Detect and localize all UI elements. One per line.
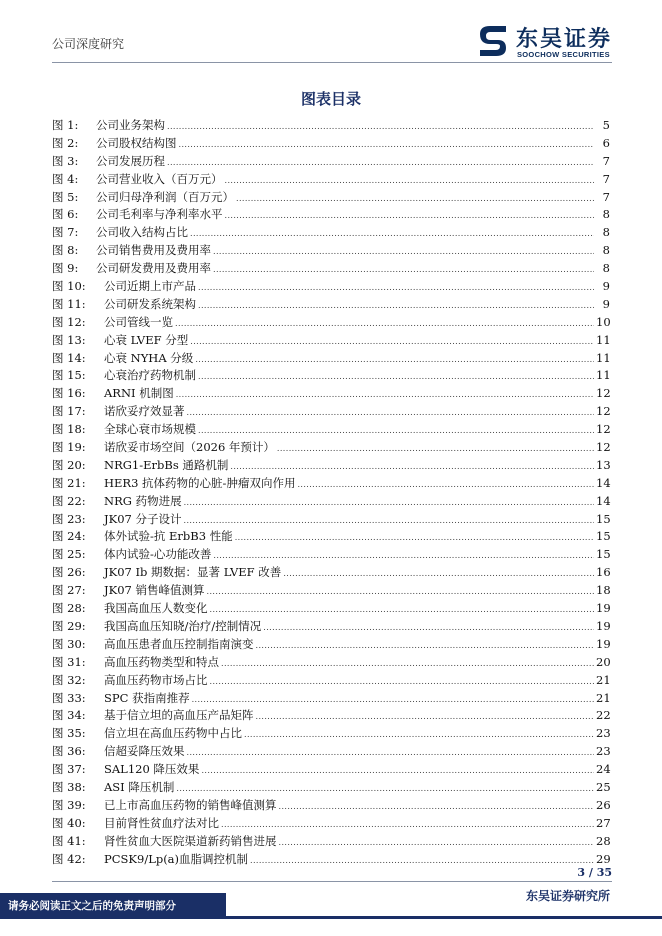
toc-entry[interactable] [52,761,610,779]
toc-entry-page: 22 [596,708,611,723]
toc-entry-page: 24 [596,762,611,777]
toc-leader-dots [256,637,595,655]
toc-entry-title: 诺欣妥疗效显著 [104,404,185,419]
toc-entry-number: 图 29: [52,618,86,633]
disclaimer-banner: 请务必阅读正文之后的免责声明部分 [0,893,226,919]
toc-entry-number: 图 33: [52,690,86,705]
toc-leader-dots [236,190,594,208]
toc-entry[interactable] [52,528,610,546]
toc-entry-page: 26 [596,797,611,812]
toc-entry-title: 目前肾性贫血疗法对比 [104,815,219,830]
toc-entry-number: 图 20: [52,457,86,472]
toc-leader-dots [221,816,594,834]
toc-entry[interactable] [52,654,610,672]
logo-chinese-text: 东吴证券 [516,27,613,52]
toc-leader-dots [279,834,595,852]
toc-entry[interactable] [52,475,610,493]
toc-entry-title: 信立坦在高血压药物中占比 [104,726,242,741]
header-divider [52,62,612,63]
toc-entry-number: 图 8: [52,243,79,258]
toc-entry-title: JK07 销售峰值测算 [104,583,205,598]
toc-entry-title: 全球心衰市场规模 [104,422,196,437]
toc-entry-page: 7 [602,153,610,168]
logo-english-text: SOOCHOW SECURITIES [517,50,610,59]
toc-leader-dots [201,762,594,780]
toc-leader-dots [213,547,594,565]
toc-entry-number: 图 19: [52,440,86,455]
toc-entry-title: 公司收入结构占比 [96,225,188,240]
toc-entry-page: 8 [602,243,610,258]
toc-entry[interactable] [52,779,610,797]
toc-entry-number: 图 12: [52,314,86,329]
toc-entry-number: 图 22: [52,493,86,508]
toc-entry[interactable] [52,690,610,708]
toc-leader-dots [235,529,594,547]
toc-entry-title: 体内试验-心功能改善 [104,547,212,562]
toc-entry-page: 28 [596,833,611,848]
toc-entry-title: 公司股权结构图 [96,135,177,150]
toc-entry-number: 图 35: [52,726,86,741]
footer-band [226,916,662,919]
toc-leader-dots [167,118,594,136]
toc-leader-dots [263,619,594,637]
toc-entry-number: 图 40: [52,815,86,830]
toc-leader-dots [176,780,594,798]
toc-entry[interactable] [52,618,610,636]
toc-entry-title: 公司发展历程 [96,153,165,168]
toc-entry-title: SPC 获指南推荐 [104,690,190,705]
toc-entry[interactable] [52,421,610,439]
toc-leader-dots [198,297,594,315]
toc-entry-number: 图 9: [52,261,79,276]
toc-entry-number: 图 37: [52,762,86,777]
toc-entry-number: 图 14: [52,350,86,365]
toc-entry-number: 图 31: [52,654,86,669]
toc-entry-page: 8 [602,225,610,240]
toc-entry-number: 图 3: [52,153,79,168]
toc-entry-page: 8 [602,207,610,222]
toc-entry-page: 7 [602,171,610,186]
toc-entry-page: 9 [602,296,610,311]
toc-entry-title: 基于信立坦的高血压产品矩阵 [104,708,254,723]
toc-entry-number: 图 28: [52,601,86,616]
toc-leader-dots [225,172,595,190]
toc-leader-dots [175,315,594,333]
toc-entry-page: 15 [596,529,611,544]
toc-leader-dots [192,691,594,709]
toc-entry-number: 图 16: [52,386,86,401]
toc-entry-title: 心衰治疗药物机制 [104,368,196,383]
toc-entry-page: 20 [596,654,611,669]
toc-entry[interactable] [52,743,610,761]
toc-entry-number: 图 38: [52,779,86,794]
toc-entry-page: 15 [596,547,611,562]
toc-entry-page: 29 [596,851,611,866]
toc-leader-dots [283,565,594,583]
toc-leader-dots [207,583,595,601]
toc-entry-number: 图 34: [52,708,86,723]
toc-entry-page: 14 [596,493,611,508]
toc-entry[interactable] [52,153,610,171]
toc-entry-number: 图 41: [52,833,86,848]
toc-entry-title: 公司近期上市产品 [104,279,196,294]
toc-entry[interactable] [52,171,610,189]
toc-entry-title: 公司研发费用及费用率 [96,261,211,276]
toc-entry[interactable] [52,367,610,385]
toc-entry-title: 公司管线一览 [104,314,173,329]
toc-leader-dots [213,261,594,279]
toc-entry[interactable] [52,332,610,350]
toc-entry-number: 图 2: [52,135,79,150]
toc-entry-number: 图 32: [52,672,86,687]
toc-entry-page: 19 [596,601,611,616]
toc-entry-number: 图 15: [52,368,86,383]
toc-entry-title: 公司营业收入（百万元） [96,171,223,186]
toc-entry-title: 我国高血压知晓/治疗/控制情况 [104,618,262,633]
toc-leader-dots [187,404,595,422]
toc-leader-dots [297,476,594,494]
toc-entry[interactable] [52,636,610,654]
toc-entry-page: 13 [596,457,611,472]
toc-entry-page: 12 [596,440,611,455]
toc-entry-number: 图 4: [52,171,79,186]
toc-entry-title: HER3 抗体药物的心脏-肿瘤双向作用 [104,475,296,490]
toc-entry[interactable] [52,582,610,600]
table-of-figures [52,117,610,868]
toc-entry[interactable] [52,815,610,833]
toc-entry-page: 16 [596,565,611,580]
toc-entry[interactable] [52,385,610,403]
toc-entry-title: 公司业务架构 [96,118,165,132]
toc-entry-number: 图 13: [52,332,86,347]
toc-entry-page: 14 [596,475,611,490]
toc-entry[interactable] [52,833,610,851]
page-number: 3 / 35 [577,866,612,879]
toc-entry[interactable] [52,797,610,815]
toc-entry-title: 诺欣妥市场空间（2026 年预计） [104,440,275,455]
toc-entry[interactable] [52,546,610,564]
toc-entry[interactable] [52,672,610,690]
toc-entry-title: ARNI 机制图 [104,386,174,401]
toc-leader-dots [184,512,595,530]
toc-entry[interactable] [52,707,610,725]
toc-entry-number: 图 27: [52,583,86,598]
toc-entry-title: 高血压药物类型和特点 [104,654,219,669]
toc-entry-number: 图 39: [52,797,86,812]
toc-leader-dots [187,744,595,762]
toc-entry-number: 图 23: [52,511,86,526]
toc-leader-dots [167,154,594,172]
toc-entry[interactable] [52,457,610,475]
toc-entry-page: 21 [596,672,611,687]
toc-entry-page: 18 [596,583,611,598]
toc-entry[interactable] [52,278,610,296]
toc-entry-title: 心衰 LVEF 分型 [104,332,189,347]
toc-entry-title: 高血压药物市场占比 [104,672,208,687]
toc-entry-title: NRG1-ErbBs 通路机制 [104,457,229,472]
toc-entry[interactable] [52,260,610,278]
toc-entry-title: JK07 分子设计 [104,511,182,526]
toc-leader-dots [184,494,594,512]
toc-leader-dots [277,440,594,458]
toc-entry-page: 19 [596,618,611,633]
page-title: 图表目录 [300,90,361,108]
toc-entry-number: 图 17: [52,404,86,419]
toc-entry-page: 25 [596,779,611,794]
toc-entry-number: 图 7: [52,225,79,240]
toc-entry-number: 图 36: [52,744,86,759]
toc-leader-dots [244,726,594,744]
toc-entry-title: 公司销售费用及费用率 [96,243,211,258]
toc-entry[interactable] [52,439,610,457]
toc-entry[interactable] [52,242,610,260]
toc-entry-page: 12 [596,404,611,419]
soochow-logo-icon [476,24,510,58]
toc-entry-title: 肾性贫血大医院渠道新药销售进展 [104,833,277,848]
toc-leader-dots [221,655,594,673]
toc-entry-page: 12 [596,386,611,401]
toc-entry-title: SAL120 降压效果 [104,762,200,777]
toc-entry-number: 图 24: [52,529,86,544]
toc-leader-dots [279,798,595,816]
toc-entry[interactable] [52,564,610,582]
toc-entry-title: JK07 Ib 期数据：显著 LVEF 改善 [104,565,282,580]
toc-entry-title: 高血压患者血压控制指南演变 [104,636,254,651]
toc-entry[interactable] [52,117,610,135]
toc-entry-page: 11 [596,332,611,347]
toc-entry[interactable] [52,403,610,421]
toc-leader-dots [210,601,595,619]
toc-entry-number: 图 42: [52,851,86,866]
toc-leader-dots [190,225,594,243]
toc-entry-title: 心衰 NYHA 分级 [104,350,194,365]
toc-entry-page: 27 [596,815,611,830]
toc-leader-dots [176,386,594,404]
toc-entry[interactable] [52,314,610,332]
footer-divider [52,881,612,882]
toc-entry[interactable] [52,600,610,618]
toc-entry-page: 23 [596,744,611,759]
toc-entry-page: 19 [596,636,611,651]
toc-entry-title: 体外试验-抗 ErbB3 性能 [104,529,233,544]
toc-entry-page: 21 [596,690,611,705]
toc-entry-title: 公司毛利率与净利率水平 [96,207,223,222]
toc-entry-title: 信超妥降压效果 [104,744,185,759]
toc-entry[interactable] [52,493,610,511]
toc-entry[interactable] [52,851,610,869]
toc-entry-page: 10 [596,314,611,329]
toc-leader-dots [179,136,595,154]
toc-leader-dots [225,207,595,225]
toc-leader-dots [250,852,594,870]
toc-entry-title: 公司研发系统架构 [104,296,196,311]
toc-entry-number: 图 21: [52,475,86,490]
toc-entry-page: 6 [602,135,610,150]
toc-leader-dots [256,708,595,726]
toc-entry-number: 图 26: [52,565,86,580]
toc-entry-number: 图 5: [52,189,79,204]
toc-entry[interactable] [52,189,610,207]
toc-entry-title: PCSK9/Lp(a)血脂调控机制 [104,851,249,866]
toc-entry-page: 12 [596,422,611,437]
toc-entry-page: 8 [602,261,610,276]
toc-entry[interactable] [52,511,610,529]
toc-entry[interactable] [52,725,610,743]
toc-entry-title: ASI 降压机制 [104,779,175,794]
toc-entry-title: NRG 药物进展 [104,493,182,508]
toc-leader-dots [190,333,594,351]
toc-entry-title: 公司归母净利润（百万元） [96,189,234,204]
toc-entry-number: 图 18: [52,422,86,437]
toc-entry-page: 5 [602,118,610,132]
toc-entry[interactable] [52,224,610,242]
toc-entry-page: 23 [596,726,611,741]
toc-entry[interactable] [52,206,610,224]
toc-entry-number: 图 6: [52,207,79,222]
toc-leader-dots [230,458,594,476]
research-institute-label: 东吴证券研究所 [525,889,610,903]
toc-entry-page: 9 [602,279,610,294]
toc-entry[interactable] [52,350,610,368]
toc-entry-number: 图 10: [52,279,86,294]
toc-leader-dots [195,351,594,369]
toc-entry-title: 已上市高血压药物的销售峰值测算 [104,797,277,812]
toc-leader-dots [198,422,594,440]
toc-entry-page: 11 [596,350,611,365]
toc-leader-dots [198,368,594,386]
toc-entry-page: 15 [596,511,611,526]
toc-leader-dots [213,243,594,261]
toc-entry-page: 11 [596,368,611,383]
toc-entry[interactable] [52,296,610,314]
toc-entry-title: 我国高血压人数变化 [104,601,208,616]
toc-entry-number: 图 1: [52,118,79,132]
company-logo [476,22,626,62]
section-label: 公司深度研究 [52,37,125,51]
toc-leader-dots [198,279,594,297]
toc-leader-dots [210,673,595,691]
toc-entry-page: 7 [602,189,610,204]
toc-entry-number: 图 30: [52,636,86,651]
toc-entry-number: 图 11: [52,296,86,311]
toc-entry[interactable] [52,135,610,153]
toc-entry-number: 图 25: [52,547,86,562]
